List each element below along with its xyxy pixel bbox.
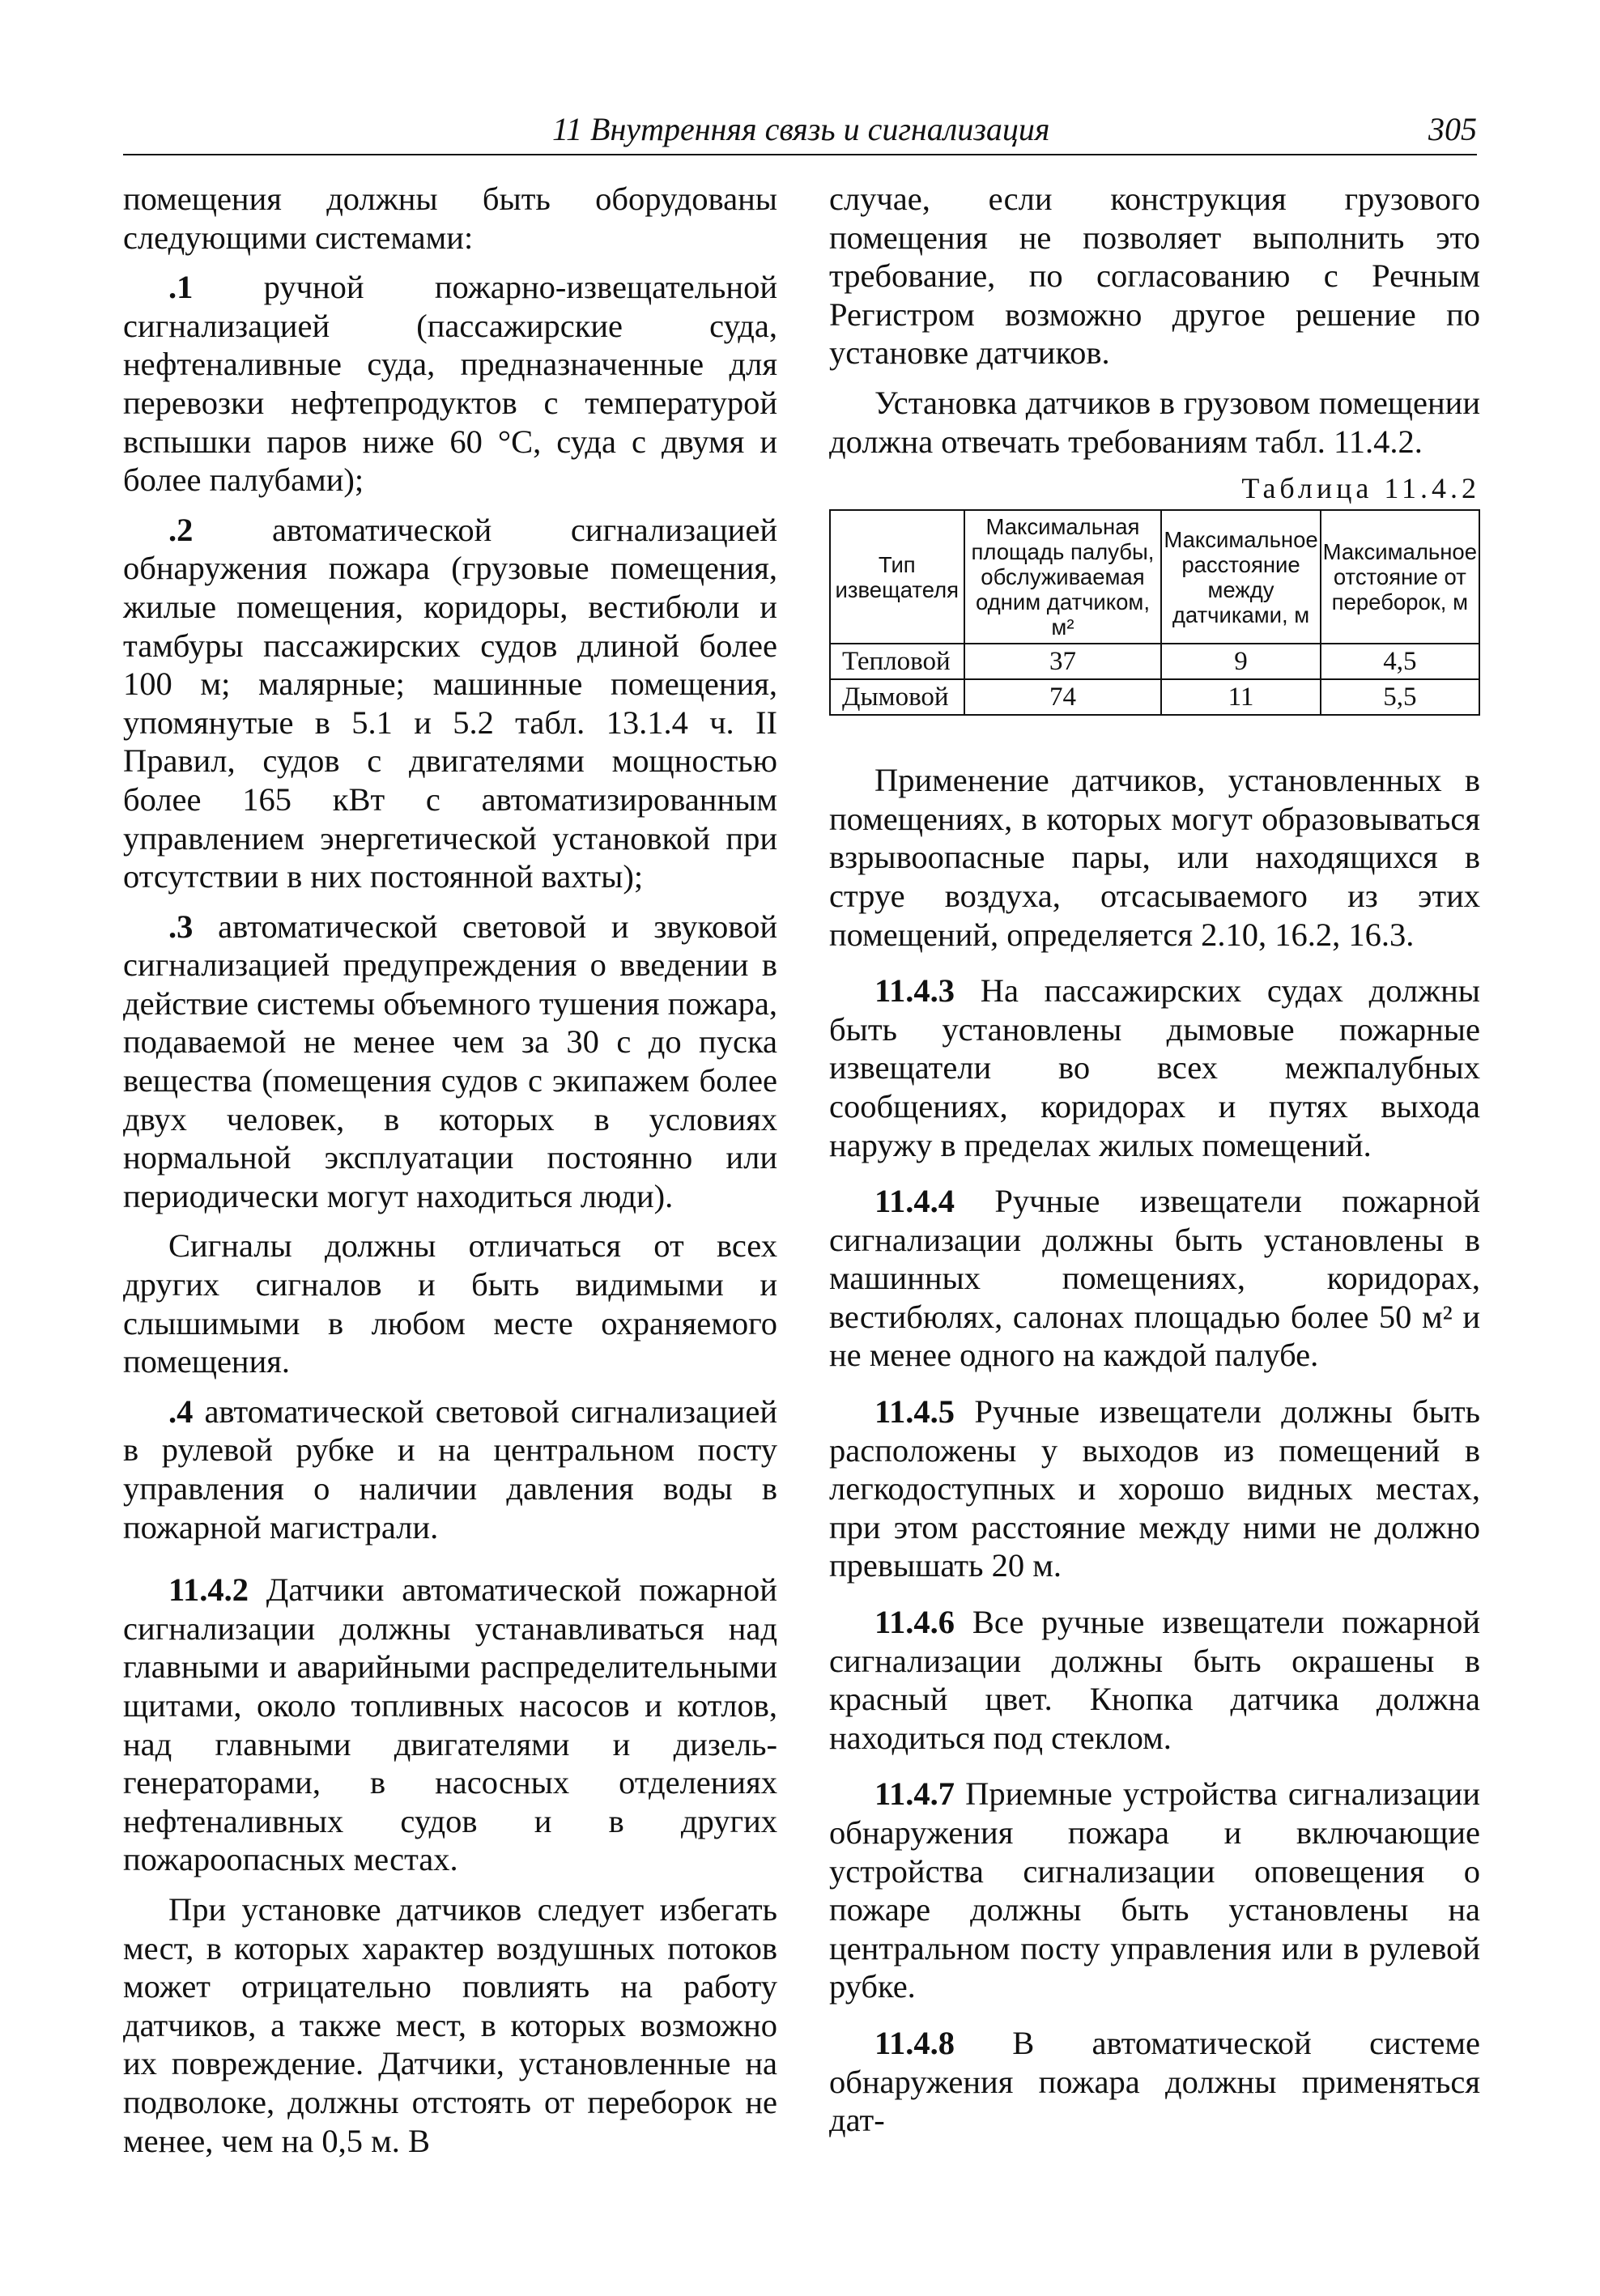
item-text: ручной пожарно-извещательной сигнализацией (пассажирские суда, нефтеналивные суда, предназначенные для перевозки нефтепродуктов с температурой вспышки паров ниже 60 °С, суда с двумя и более палубами); bbox=[123, 269, 777, 499]
table-cell: 37 bbox=[964, 644, 1162, 679]
section-text: На пассажирских судах должны быть установлены дымовые пожарные извещатели во всех межпалубных сообщениях, коридорах и путях выхода наружу в пределах жилых помещений. bbox=[829, 972, 1480, 1163]
section-text: Все ручные извещатели пожарной сигнализации должны быть окрашены в красный цвет. Кнопка датчика должна находиться под стеклом. bbox=[829, 1604, 1480, 1756]
sensor-table bbox=[829, 509, 1480, 716]
section-number: 11.4.4 bbox=[874, 1183, 955, 1220]
intro-paragraph: помещения должны быть оборудованы следующими системами: bbox=[123, 181, 777, 256]
table-cell: 5,5 bbox=[1321, 679, 1479, 715]
table-cell: 11 bbox=[1161, 679, 1320, 715]
section-11-4-4 bbox=[829, 1182, 1480, 1375]
header-detector-type: Тип извещателя bbox=[830, 510, 964, 644]
table-cell: 9 bbox=[1161, 644, 1320, 679]
section-11-4-2 bbox=[123, 1571, 777, 1879]
list-item-3 bbox=[123, 908, 777, 1216]
header-max-distance: Максимальное расстояние между датчиками, м bbox=[1161, 510, 1320, 644]
table-cell: 74 bbox=[964, 679, 1162, 715]
section-11-4-8 bbox=[829, 2024, 1480, 2140]
table-reference-paragraph: Установка датчиков в грузовом помещении должна отвечать требованиям табл. 11.4.2. bbox=[829, 384, 1480, 460]
chapter-title: 11 Внутренняя связь и сигнализация bbox=[552, 111, 1050, 147]
section-text: Датчики автоматической пожарной сигнализации должны устанавливаться над главными и аварийными распределительными щитами, около топливных насосов и котлов, над главными двигателями и дизель-генераторами, в насосных отделениях нефтеналивных судов и в других пожароопасных местах. bbox=[123, 1571, 777, 1878]
table-cell: Тепловой bbox=[830, 644, 964, 679]
table-cell: Дымовой bbox=[830, 679, 964, 715]
list-item-4 bbox=[123, 1392, 777, 1546]
sensors-paragraph: Применение датчиков, установленных в помещениях, в которых могут образовываться взрывоопасные пары, или находящихся в струе воздуха, отсасываемого из этих помещений, определяется 2.10, 16.2, 16.3. bbox=[829, 762, 1480, 953]
item-number: .3 bbox=[168, 908, 194, 945]
right-column bbox=[829, 180, 1480, 2151]
section-11-4-3 bbox=[829, 972, 1480, 1164]
item-number: .1 bbox=[168, 269, 194, 306]
section-number: 11.4.2 bbox=[168, 1571, 249, 1609]
section-text: В автоматической системе обнаружения пожара должны применяться дат- bbox=[829, 2024, 1480, 2139]
section-11-4-5 bbox=[829, 1392, 1480, 1585]
section-text: Приемные устройства сигнализации обнаружения пожара и включающие устройства сигнализации оповещения о пожаре должны быть установлены на центральном посту управления или в рулевой рубке. bbox=[829, 1775, 1480, 2005]
section-number: 11.4.6 bbox=[874, 1604, 955, 1641]
section-11-4-6 bbox=[829, 1603, 1480, 1757]
section-number: 11.4.8 bbox=[874, 2024, 955, 2061]
table-row bbox=[830, 679, 1479, 715]
install-paragraph: При установке датчиков следует избегать мест, в которых характер воздушных потоков может отрицательно повлиять на работу датчиков, а также мест, в которых возможно их повреждение. Датчики, установленные на подволоке, должны отстоять от переборок не менее, чем на 0,5 м. В bbox=[123, 1890, 777, 2159]
section-text: Ручные извещатели должны быть расположены у выходов из помещений в легкодоступных и хорошо видных местах, при этом расстояние между ними не должно превышать 20 м. bbox=[829, 1393, 1480, 1584]
table-row bbox=[830, 644, 1479, 679]
left-column bbox=[123, 180, 777, 2171]
section-11-4-7 bbox=[829, 1775, 1480, 2006]
page-number: 305 bbox=[1428, 111, 1477, 147]
signals-paragraph: Сигналы должны отличаться от всех других сигналов и быть видимыми и слышимыми в любом месте охраняемого помещения. bbox=[123, 1227, 777, 1380]
table-caption: Таблица 11.4.2 bbox=[1241, 472, 1480, 505]
item-number: .4 bbox=[168, 1392, 194, 1430]
item-text: автоматической световой сигнализацией в рулевой рубке и на центральном посту управления о наличии давления воды в пожарной магистрали. bbox=[123, 1392, 777, 1546]
item-text: автоматической световой и звуковой сигнализацией предупреждения о введении в действие системы объемного тушения пожара, подаваемой не менее чем за 30 с до пуска вещества (помещения судов с экипажем более двух человек, в которых в условиях нормальной эксплуатации постоянно или периодически могут находиться люди). bbox=[123, 908, 777, 1214]
section-text: Ручные извещатели пожарной сигнализации должны быть установлены в машинных помещениях, коридорах, вестибюлях, салонах площадью более 50 м² и не менее одного на каждой палубе. bbox=[829, 1183, 1480, 1374]
table-header-row bbox=[830, 510, 1479, 644]
section-number: 11.4.7 bbox=[874, 1775, 955, 1813]
item-number: .2 bbox=[168, 511, 194, 548]
item-text: автоматической сигнализацией обнаружения пожара (грузовые помещения, жилые помещения, коридоры, вестибюли и тамбуры пассажирских судов длиной более 100 м; малярные; машинные помещения, упомянутые в 5.1 и 5.2 табл. 13.1.4 ч. II Правил, судов с двигателями мощностью более 165 кВт с автоматизированным управлением энергетической установкой при отсутствии в них постоянной вахты); bbox=[123, 511, 777, 895]
header-max-area: Максимальная площадь палубы, обслуживаемая одним датчиком, м² bbox=[964, 510, 1162, 644]
table-wrapper bbox=[829, 509, 1480, 716]
running-header bbox=[123, 104, 1477, 155]
continued-paragraph: случае, если конструкция грузового помещения не позволяет выполнить это требование, по согласованию с Речным Регистром возможно другое решение по установке датчиков. bbox=[829, 181, 1480, 372]
table-cell: 4,5 bbox=[1321, 644, 1479, 679]
list-item-2 bbox=[123, 511, 777, 896]
list-item-1 bbox=[123, 268, 777, 500]
section-number: 11.4.3 bbox=[874, 972, 955, 1010]
section-number: 11.4.5 bbox=[874, 1393, 955, 1431]
header-max-offset: Максимальное отстояние от переборок, м bbox=[1321, 510, 1479, 644]
